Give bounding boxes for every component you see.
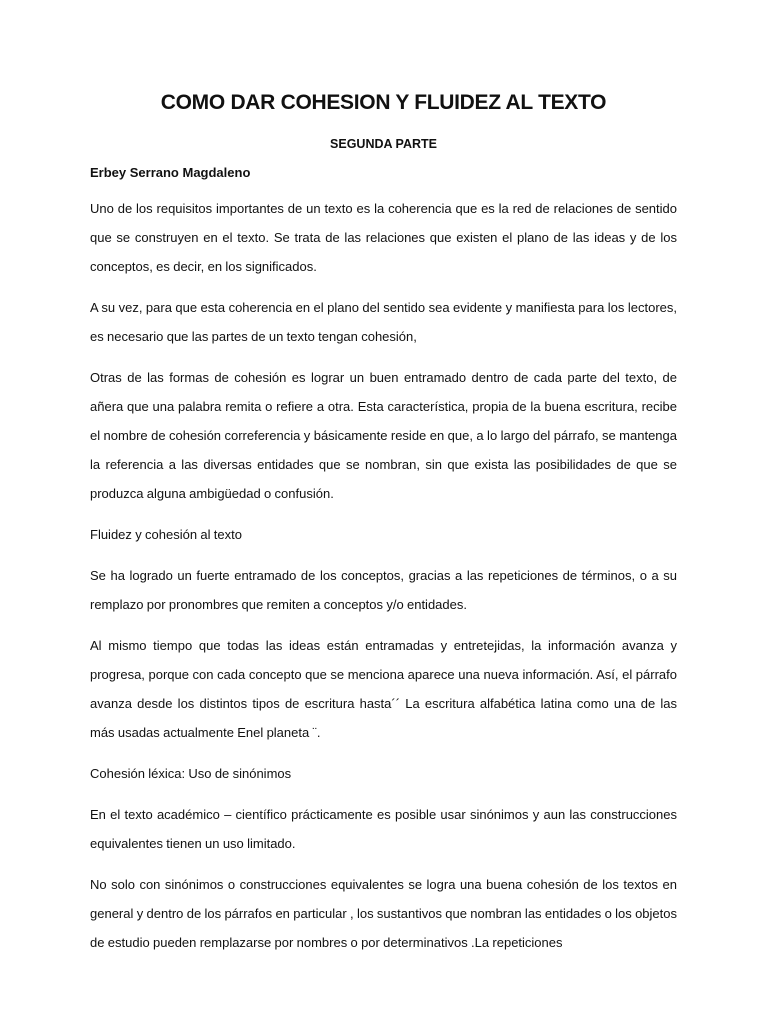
document-title: COMO DAR COHESION Y FLUIDEZ AL TEXTO	[160, 91, 607, 114]
author-name: Erbey Serrano Magdaleno	[90, 165, 251, 180]
section-heading-fluidez: Fluidez y cohesión al texto	[90, 527, 242, 542]
paragraph-2: A su vez, para que esta coherencia en el plano del sentido sea evidente y manifiesta para los lectores, es necesario que las partes de un texto tengan cohesión,	[90, 300, 677, 344]
paragraph-5: Al mismo tiempo que todas las ideas están entramadas y entretejidas, la información avanza y progresa, porque con cada concepto que se menciona aparece una nueva información. Así, el párrafo avanza desde los distintos tipos de escritura hasta´´ La escritura alfabética latina como una de las más usadas actualmente Enel planeta ¨.	[90, 638, 677, 740]
paragraph-1: Uno de los requisitos importantes de un texto es la coherencia que es la red de relaciones de sentido que se construyen en el texto. Se trata de las relaciones que existen el plano de las ideas y de los conceptos, es decir, en los significados.	[90, 201, 677, 274]
paragraph-7: No solo con sinónimos o construcciones equivalentes se logra una buena cohesión de los textos en general y dentro de los párrafos en particular , los sustantivos que nombran las entidades o los objetos de estudio pueden remplazarse por nombres o por determinativos .La repeticiones	[90, 877, 677, 950]
section-heading-cohesion-lexica: Cohesión léxica: Uso de sinónimos	[90, 766, 292, 781]
document-body	[90, 194, 677, 957]
paragraph-3: Otras de las formas de cohesión es lograr un buen entramado dentro de cada parte del texto, de añera que una palabra remita o refiere a otra. Esta característica, propia de la buena escritura, recibe el nombre de cohesión correferencia y básicamente reside en que, a lo largo del párrafo, se mantenga la referencia a las diversas entidades que se nombran, sin que exista las posibilidades de que se produzca alguna ambigüedad o confusión.	[90, 370, 677, 501]
paragraph-4: Se ha logrado un fuerte entramado de los conceptos, gracias a las repeticiones de términos, o a su remplazo por pronombres que remiten a conceptos y/o entidades.	[90, 568, 677, 612]
paragraph-6: En el texto académico – científico prácticamente es posible usar sinónimos y aun las construcciones equivalentes tienen un uso limitado.	[90, 807, 677, 851]
document-subtitle: SEGUNDA PARTE	[330, 137, 437, 151]
